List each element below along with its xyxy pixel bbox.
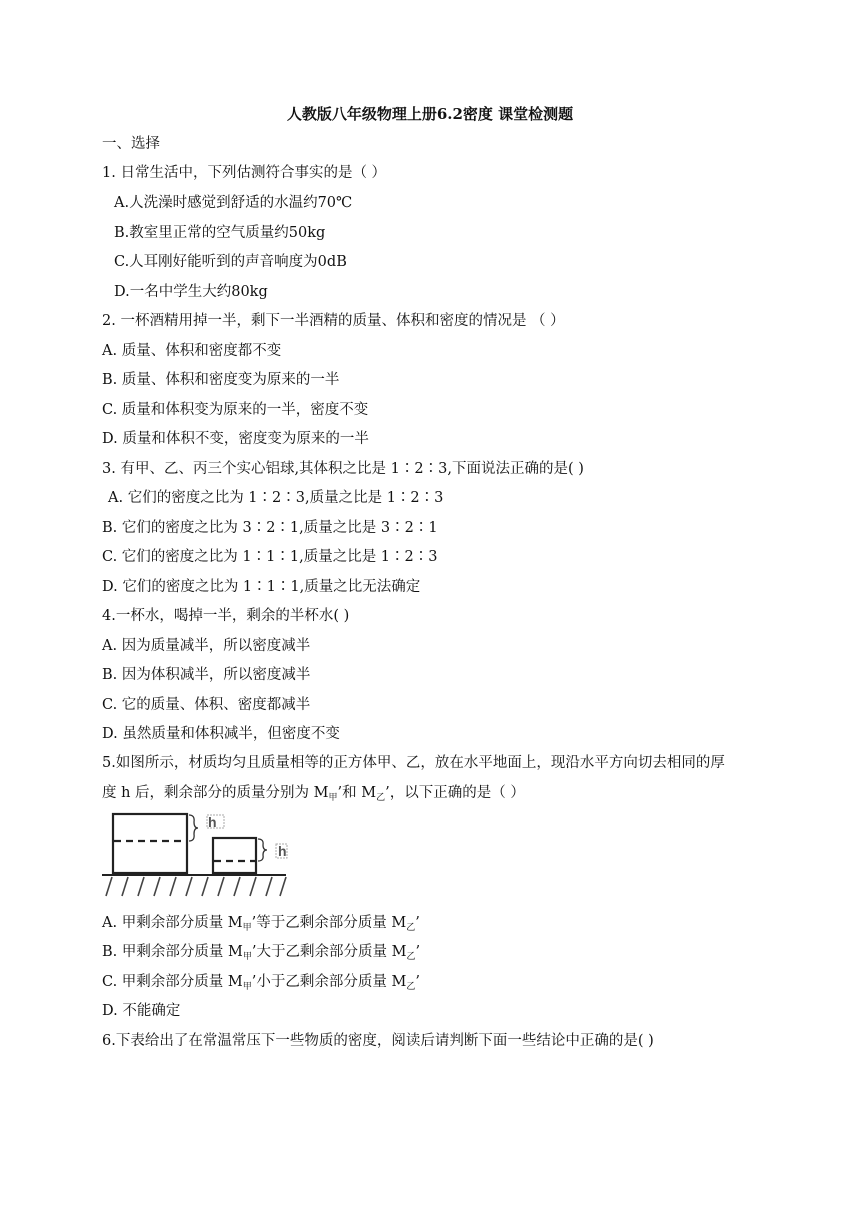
- subscript-yi: 乙: [406, 952, 416, 962]
- prime-mark: ’: [415, 944, 421, 960]
- subscript-yi: 乙: [406, 923, 416, 933]
- question-5-option-c: [102, 972, 420, 997]
- option-text: ’小于乙剩余部分质量 M: [251, 974, 407, 990]
- question-4-option-d: D. 虽然质量和体积减半，但密度不变: [102, 726, 340, 742]
- question-5-stem-line-2: [102, 783, 525, 808]
- section-heading: 一、选择: [102, 136, 160, 152]
- question-1-option-d: D.一名中学生大约80kg: [114, 284, 268, 300]
- question-4-option-c: C. 它的质量、体积、密度都减半: [102, 697, 311, 713]
- stem-text: 度 h 后，剩余部分的质量分别为 M: [102, 785, 329, 801]
- question-1-option-a: A.人洗澡时感觉到舒适的水温约70℃: [114, 195, 353, 211]
- option-text: C. 甲剩余部分质量 M: [102, 974, 243, 990]
- option-text: ’等于乙剩余部分质量 M: [251, 915, 407, 931]
- question-1-option-c: C.人耳刚好能听到的声音响度为0dB: [114, 254, 347, 270]
- option-text: A. 甲剩余部分质量 M: [102, 915, 243, 931]
- prime-mark: ’: [415, 915, 420, 931]
- question-5-stem-line-1: 5.如图所示，材质均匀且质量相等的正方体甲、乙，放在水平地面上，现沿水平方向切去相同的厚: [102, 755, 725, 771]
- subscript-jia: 甲: [242, 923, 252, 933]
- subscript-jia: 甲: [328, 793, 338, 803]
- question-2-option-c: C. 质量和体积变为原来的一半，密度不变: [102, 402, 369, 418]
- question-3-option-a: A. 它们的密度之比为 1∶2∶3,质量之比是 1∶2∶3: [108, 490, 444, 506]
- question-4-option-b: B. 因为体积减半，所以密度减半: [102, 667, 311, 683]
- question-6-stem: 6.下表给出了在常温常压下一些物质的密度，阅读后请判断下面一些结论中正确的是( ): [102, 1033, 654, 1049]
- cube-yi: [213, 838, 256, 873]
- question-2-option-a: A. 质量、体积和密度都不变: [102, 343, 282, 359]
- stem-text: ’，以下正确的是（ ）: [385, 785, 525, 801]
- question-1-option-b: B.教室里正常的空气质量约50kg: [114, 225, 326, 241]
- question-3-option-b: B. 它们的密度之比为 3∶2∶1,质量之比是 3∶2∶1: [102, 520, 438, 536]
- stem-text: ’和 M: [337, 785, 377, 801]
- label-h-jia: h: [208, 814, 217, 830]
- question-4-stem: 4.一杯水，喝掉一半，剩余的半杯水( ): [102, 608, 350, 624]
- page-title: 人教版八年级物理上册6.2密度 课堂检测题: [286, 105, 574, 123]
- subscript-yi: 乙: [406, 982, 416, 992]
- question-1-stem: 1. 日常生活中，下列估测符合事实的是（ ）: [102, 165, 387, 181]
- brace-yi: [258, 839, 267, 861]
- subscript-yi: 乙: [376, 793, 386, 803]
- cubes-figure: [100, 808, 290, 900]
- question-4-option-a: A. 因为质量减半，所以密度减半: [102, 638, 311, 654]
- subscript-jia: 甲: [242, 982, 252, 992]
- question-5-option-b: [102, 942, 420, 967]
- question-3-stem: 3. 有甲、乙、丙三个实心铝球,其体积之比是 1∶2∶3,下面说法正确的是( ): [102, 461, 584, 477]
- question-5-option-d: D. 不能确定: [102, 1003, 181, 1019]
- label-h-yi: h: [278, 843, 287, 859]
- cube-jia: [113, 814, 187, 873]
- question-2-stem: 2. 一杯酒精用掉一半，剩下一半酒精的质量、体积和密度的情况是 （ ）: [102, 313, 565, 329]
- question-2-option-b: B. 质量、体积和密度变为原来的一半: [102, 372, 340, 388]
- option-text: ’大于乙剩余部分质量 M: [251, 944, 407, 960]
- option-text: B. 甲剩余部分质量 M: [102, 944, 243, 960]
- prime-mark: ’: [415, 974, 420, 990]
- question-3-option-c: C. 它们的密度之比为 1∶1∶1,质量之比是 1∶2∶3: [102, 549, 438, 565]
- brace-jia: [189, 815, 198, 841]
- ground-hatching: [106, 877, 286, 896]
- subscript-jia: 甲: [242, 952, 252, 962]
- question-5-option-a: [102, 913, 420, 938]
- question-3-option-d: D. 它们的密度之比为 1∶1∶1,质量之比无法确定: [102, 579, 421, 595]
- question-2-option-d: D. 质量和体积不变，密度变为原来的一半: [102, 431, 369, 447]
